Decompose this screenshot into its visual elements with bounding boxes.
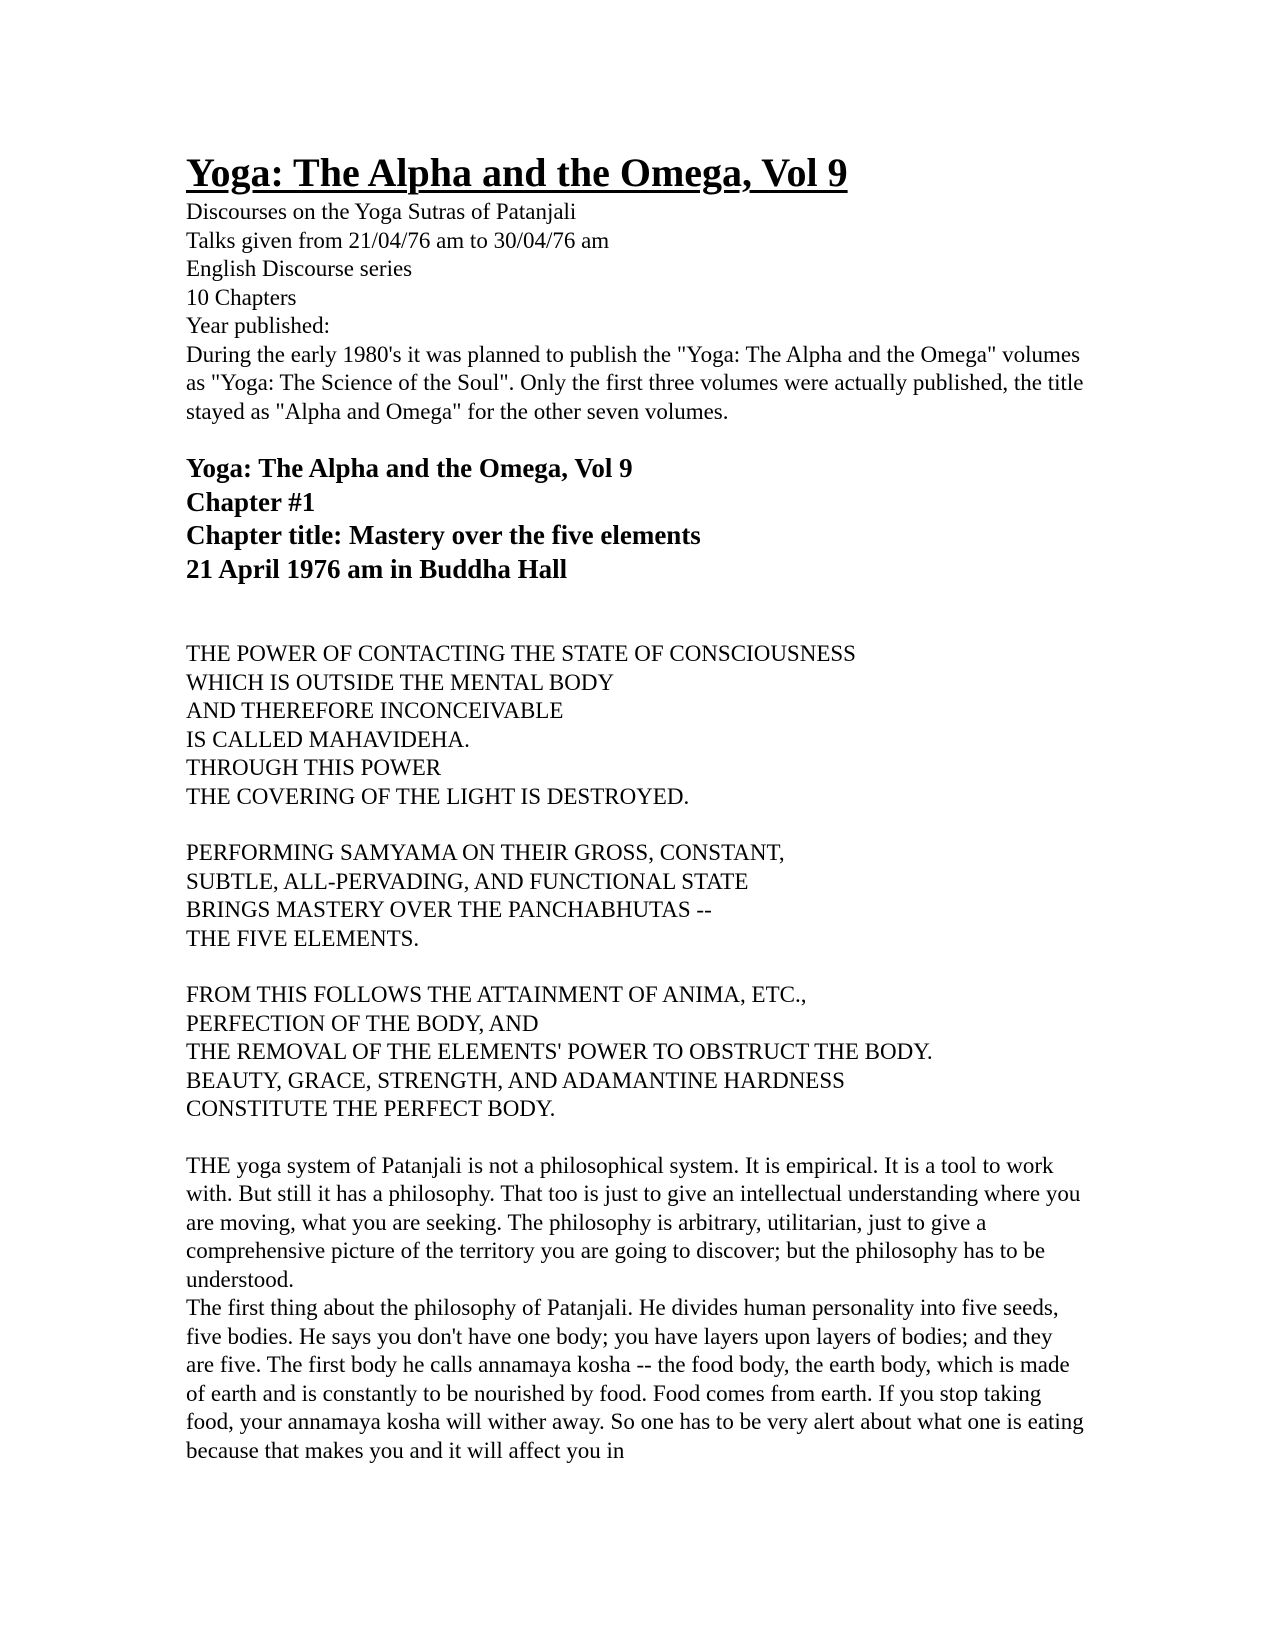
chapter-heading xyxy=(186,452,1086,586)
document-meta xyxy=(186,198,1086,341)
sutras xyxy=(186,640,1086,1124)
meta-subtitle: Discourses on the Yoga Sutras of Patanjali xyxy=(186,199,577,224)
sutra-line: FROM THIS FOLLOWS THE ATTAINMENT OF ANIMA, ETC., xyxy=(186,982,807,1007)
sutra-line: THE REMOVAL OF THE ELEMENTS' POWER TO OBSTRUCT THE BODY. xyxy=(186,1039,933,1064)
chapter-number: Chapter #1 xyxy=(186,486,316,517)
sutra-line: THE POWER OF CONTACTING THE STATE OF CONSCIOUSNESS xyxy=(186,641,856,666)
sutra-line: THROUGH THIS POWER xyxy=(186,755,442,780)
chapter-title: Chapter title: Mastery over the five elements xyxy=(186,520,701,550)
meta-talk-dates: Talks given from 21/04/76 am to 30/04/76 am xyxy=(186,227,610,253)
sutra-line: WHICH IS OUTSIDE THE MENTAL BODY xyxy=(186,669,615,695)
discourse-body xyxy=(186,1152,1086,1466)
sutra-line: PERFECTION OF THE BODY, AND xyxy=(186,1010,539,1036)
document-title: Yoga: The Alpha and the Omega, Vol 9 xyxy=(186,150,848,195)
sutra-line: THE COVERING OF THE LIGHT IS DESTROYED. xyxy=(186,783,690,809)
sutra-block xyxy=(186,981,1086,1124)
chapter-book-title: Yoga: The Alpha and the Omega, Vol 9 xyxy=(186,453,633,483)
meta-chapter-count: 10 Chapters xyxy=(186,284,297,310)
sutra-line: THE FIVE ELEMENTS. xyxy=(186,925,420,951)
document-page xyxy=(186,150,1086,1465)
sutra-block xyxy=(186,640,1086,811)
chapter-date-place: 21 April 1976 am in Buddha Hall xyxy=(186,553,568,584)
meta-series: English Discourse series xyxy=(186,256,413,281)
meta-year-published: Year published: xyxy=(186,313,330,338)
sutra-block xyxy=(186,839,1086,953)
sutra-line: SUBTLE, ALL-PERVADING, AND FUNCTIONAL STATE xyxy=(186,868,749,894)
body-paragraph: The first thing about the philosophy of Patanjali. He divides human personality into five seeds, five bodies. He says you don't have one body; you have layers upon layers of bodies; and they are five. The first body he calls annamaya kosha -- the food body, the earth body, which is made of earth and is constantly to be nourished by food. Food comes from earth. If you stop taking food, your annamaya kosha will wither away. So one has to be very alert about what one is eating because that makes you and it will affect you in xyxy=(186,1295,1084,1463)
intro-paragraph: During the early 1980's it was planned to publish the "Yoga: The Alpha and the Omega" volumes as "Yoga: The Science of the Soul". Only the first three volumes were actually published, the title stayed as "Alpha and Omega" for the other seven volumes. xyxy=(186,341,1084,424)
sutra-line: BRINGS MASTERY OVER THE PANCHABHUTAS -- xyxy=(186,897,712,922)
body-paragraph: THE yoga system of Patanjali is not a philosophical system. It is empirical. It is a tool to work with. But still it has a philosophy. That too is just to give an intellectual understanding where you are moving, what you are seeking. The philosophy is arbitrary, utilitarian, just to give a comprehensive picture of the territory you are going to discover; but the philosophy has to be understood. xyxy=(186,1152,1081,1292)
sutra-line: AND THEREFORE INCONCEIVABLE xyxy=(186,698,564,723)
sutra-line: CONSTITUTE THE PERFECT BODY. xyxy=(186,1096,556,1121)
sutra-line: PERFORMING SAMYAMA ON THEIR GROSS, CONSTANT, xyxy=(186,840,785,865)
sutra-line: BEAUTY, GRACE, STRENGTH, AND ADAMANTINE HARDNESS xyxy=(186,1067,845,1093)
sutra-line: IS CALLED MAHAVIDEHA. xyxy=(186,726,470,752)
